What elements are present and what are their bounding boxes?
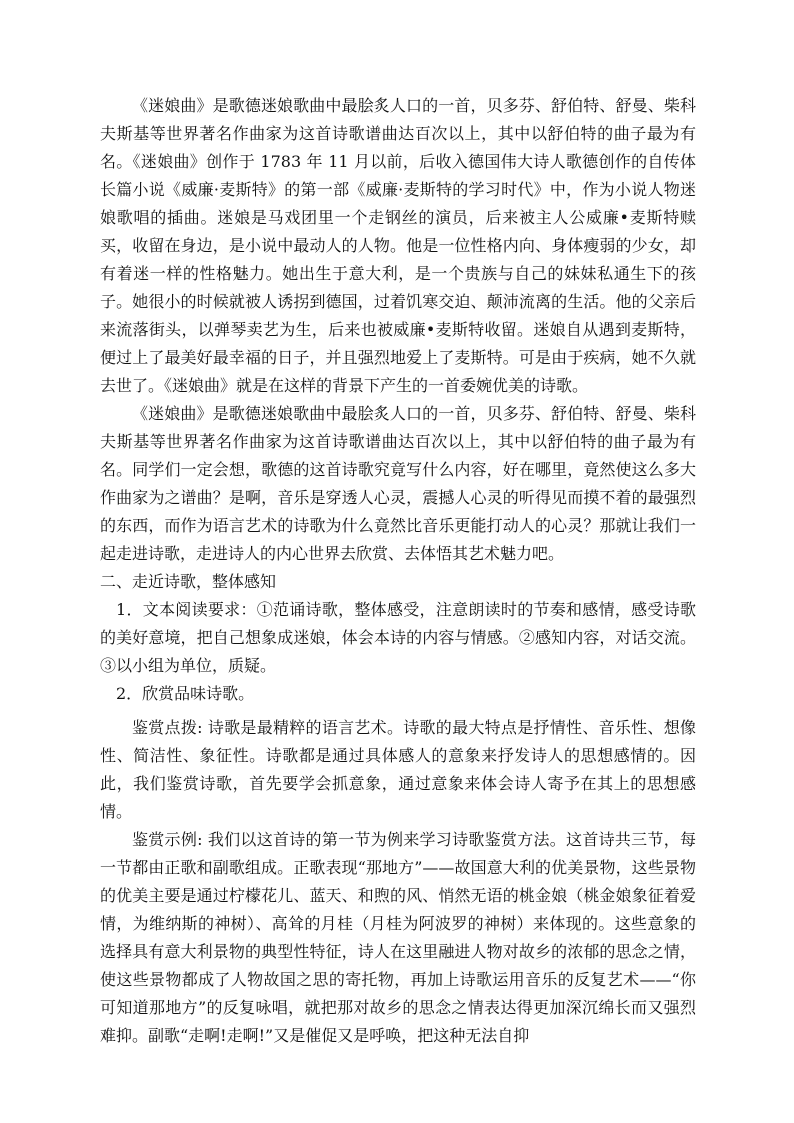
section-heading: 二、走近诗歌，整体感知 <box>100 572 277 591</box>
appreciation-item: 2．欣赏品味诗歌。 <box>116 684 255 703</box>
document-body <box>100 92 696 1050</box>
intro-paragraph-1: 《迷娘曲》是歌德迷娘歌曲中最脍炙人口的一首，贝多芬、舒伯特、舒曼、柴科夫斯基等世界著名作曲家为这首诗歌谱曲达百次以上，其中以舒伯特的曲子最为有名。《迷娘曲》创作于 1783 年 11 月以前，后收入德国伟大诗人歌德创作的自传体长篇小说《威廉·麦斯特》的第一部《威廉·麦斯特的学习时代》中，作为小说人物迷娘歌唱的插曲。迷娘是马戏团里一个走钢丝的演员，后来被主人公威廉•麦斯特赎买，收留在身边，是小说中最动人的人物。他是一位性格内向、身体瘦弱的少女，却有着迷一样的性格魅力。她出生于意大利，是一个贵族与自己的妹妹私通生下的孩子。她很小的时候就被人诱拐到德国，过着饥寒交迫、颠沛流离的生活。他的父亲后来流落街头，以弹琴卖艺为生，后来也被威廉•麦斯特收留。迷娘自从遇到麦斯特，便过上了最美好最幸福的日子，并且强烈地爱上了麦斯特。可是由于疾病，她不久就去世了。《迷娘曲》就是在这样的背景下产生的一首委婉优美的诗歌。 <box>100 96 696 395</box>
intro-paragraph-2: 《迷娘曲》是歌德迷娘歌曲中最脍炙人口的一首，贝多芬、舒伯特、舒曼、柴科夫斯基等世界著名作曲家为这首诗歌谱曲达百次以上，其中以舒伯特的曲子最为有名。同学们一定会想，歌德的这首诗歌究竟写什么内容，好在哪里，竟然使这么多大作曲家为之谱曲？是啊，音乐是穿透人心灵，震撼人心灵的听得见而摸不着的最强烈的东西，而作为语言艺术的诗歌为什么竟然比音乐更能打动人的心灵？那就让我们一起走进诗歌，走进诗人的内心世界去欣赏、去体悟其艺术魅力吧。 <box>100 404 696 563</box>
appreciation-example-paragraph: 鉴赏示例: 我们以这首诗的第一节为例来学习诗歌鉴赏方法。这首诗共三节，每一节都由正歌和副歌组成。正歌表现“那地方”——故国意大利的优美景物，这些景物的优美主要是通过柠檬花儿、蓝天、和煦的风、悄然无语的桃金娘（桃金娘象征着爱情，为维纳斯的神树）、高耸的月桂（月桂为阿波罗的神树）来体现的。这些意象的选择具有意大利景物的典型性特征，诗人在这里融进人物对故乡的浓郁的思念之情，使这些景物都成了人物故国之思的寄托物，再加上诗歌运用音乐的反复艺术——“你可知道那地方”的反复咏唱，就把那对故乡的思念之情表达得更加深沉绵长而又强烈难抑。副歌“走啊!走啊!”又是催促又是呼唤，把这种无法自抑 <box>100 830 696 1045</box>
appreciation-tips-paragraph: 鉴赏点拨: 诗歌是最精粹的语言艺术。诗歌的最大特点是抒情性、音乐性、想像性、简洁性、象征性。诗歌都是通过具体感人的意象来抒发诗人的思想感情的。因此，我们鉴赏诗歌，首先要学会抓意象，通过意象来体会诗人寄予在其上的思想感情。 <box>100 718 696 821</box>
reading-requirement-item: 1．文本阅读要求：①范诵诗歌，整体感受，注意朗读时的节奏和感情，感受诗歌的美好意境，把自己想象成迷娘，体会本诗的内容与情感。②感知内容，对话交流。③以小组为单位，质疑。 <box>100 600 696 675</box>
